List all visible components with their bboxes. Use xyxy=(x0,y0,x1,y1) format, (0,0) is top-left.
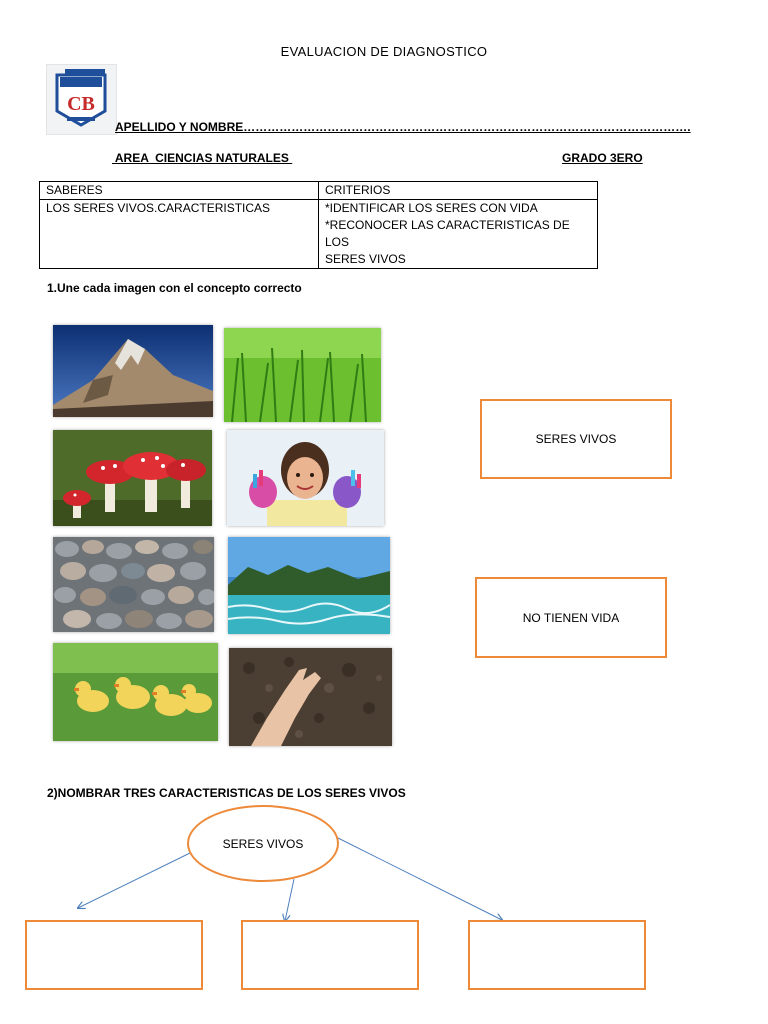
arrow-right xyxy=(338,838,502,920)
name-field-line: APELLIDO Y NOMBRE…………………………………………………………………………………………………. xyxy=(115,120,691,134)
no-tienen-vida-box: NO TIENEN VIDA xyxy=(475,577,667,658)
svg-text:CB: CB xyxy=(67,93,95,115)
criterio-line: *RECONOCER LAS CARACTERISTICAS DE LOS xyxy=(325,218,570,249)
page-title: EVALUACION DE DIAGNOSTICO xyxy=(280,44,488,59)
seres-vivos-box: SERES VIVOS xyxy=(480,399,672,479)
seres-vivos-oval: SERES VIVOS xyxy=(187,805,339,882)
table-cell-saberes: LOS SERES VIVOS.CARACTERISTICAS xyxy=(40,200,319,269)
criterio-line: SERES VIVOS xyxy=(325,252,406,266)
criterio-line: *IDENTIFICAR LOS SERES CON VIDA xyxy=(325,201,538,215)
table-header-criterios: CRITERIOS xyxy=(319,182,598,200)
answer-box-3[interactable] xyxy=(468,920,646,990)
arrow-left xyxy=(78,853,190,908)
table-header-saberes: SABERES xyxy=(40,182,319,200)
answer-box-1[interactable] xyxy=(25,920,203,990)
arrow-center xyxy=(285,879,294,921)
question-2-prompt: 2)NOMBRAR TRES CARACTERISTICAS DE LOS SERES VIVOS xyxy=(47,786,406,800)
subject-area: AREA CIENCIAS NATURALES xyxy=(112,151,293,165)
grade-label: GRADO 3ERO xyxy=(562,151,643,165)
question-1-prompt: 1.Une cada imagen con el concepto correcto xyxy=(47,281,302,295)
answer-box-2[interactable] xyxy=(241,920,419,990)
